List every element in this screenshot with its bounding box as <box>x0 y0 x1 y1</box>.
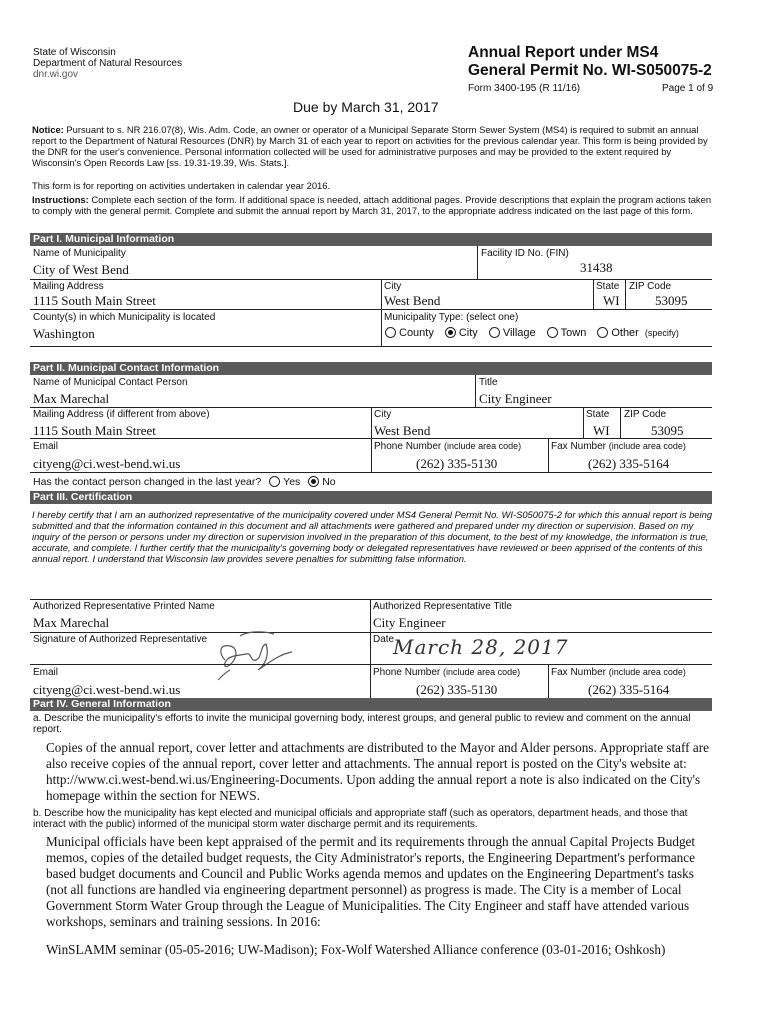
fin-field[interactable]: 31438 <box>580 260 613 275</box>
part4-answer-b[interactable]: Municipal officials have been kept appraised of the permit and its requirements through the annual Capital Projects Budget memos, copies of the detailed budget requests, the City Administrator's reports, the Engineering Department's performance based budget documents and Council and Public Works agenda memos and updates on the Engineering Department's tasks (not all functions are handled via engineering department personnel) as progress is made. The City is a member of Local Government Storm Water Group through the League of Municipalities. The City Engineer and staff have attended various workshops, seminars and training sessions. In 2016: <box>46 834 696 929</box>
zip-label: ZIP Code <box>629 281 672 292</box>
instructions-text: Instructions: Complete each section of the form. If additional space is needed, attach additional pages. Provide descriptions that explain the program actions taken to comply with the general permit. Complete and submit the annual report by March 31, 2017, to the appropriate address indicated on the last page of this form. <box>32 194 712 216</box>
certification-statement: I hereby certify that I am an authorized representative of the municipality covered under MS4 General Permit No. WI-S050075-2 for which this annual report is being submitted and that the information contained in this document and all attachments were gathered and prepared under my direction or supervision. Based on my inquiry of the person or persons under my direction or supervision involved in the preparation of this document, to the best of my knowledge, the information is true, accurate, and complete. I further certify that the municipality's governing body or delegated representatives have reviewed or been apprised of the contents of this annual report. I understand that Wisconsin law provides severe penalties for submitting false information. <box>32 509 713 564</box>
signature-label: Signature of Authorized Representative <box>33 634 207 645</box>
city-field[interactable]: West Bend <box>384 293 441 308</box>
rep-title-field[interactable]: City Engineer <box>373 615 446 630</box>
county-label: County(s) in which Municipality is located <box>33 312 216 323</box>
contact-fax-field[interactable]: (262) 335-5164 <box>588 456 670 471</box>
contact-phone-field[interactable]: (262) 335-5130 <box>416 456 498 471</box>
municipality-name-label: Name of Municipality <box>33 248 126 259</box>
agency-department: Department of Natural Resources <box>33 58 182 69</box>
part2-heading: Part II. Municipal Contact Information <box>30 362 712 375</box>
contact-changed-question: Has the contact person changed in the last year? Yes No <box>33 476 336 488</box>
rep-name-field[interactable]: Max Marechal <box>33 615 110 630</box>
agency-name: State of Wisconsin <box>33 47 116 58</box>
contact-name-field[interactable]: Max Marechal <box>33 391 110 406</box>
part4-question-a: a. Describe the municipality's efforts to invite the municipal governing body, interest groups, and general public to review and comment on the annual report. <box>33 713 691 735</box>
reporting-period: This form is for reporting on activities undertaken in calendar year 2016. <box>32 180 331 191</box>
contact-email-field[interactable]: cityeng@ci.west-bend.wi.us <box>33 456 181 471</box>
date-label: Date <box>373 634 395 645</box>
municipality-type-city-radio[interactable] <box>445 327 456 338</box>
part1-heading: Part I. Municipal Information <box>30 233 712 246</box>
contact-zip-label: ZIP Code <box>624 409 667 420</box>
county-field[interactable]: Washington <box>33 326 95 341</box>
state-field[interactable]: WI <box>603 293 620 308</box>
contact-email-label: Email <box>33 441 59 452</box>
rep-phone-field[interactable]: (262) 335-5130 <box>416 682 498 697</box>
contact-address-field[interactable]: 1115 South Main Street <box>33 423 156 438</box>
page-number: Page 1 of 9 <box>662 83 714 94</box>
part4-training-events[interactable]: WinSLAMM seminar (05-05-2016; UW-Madison); Fox-Wolf Watershed Alliance conference (03-01-2016; Oshkosh) <box>46 942 666 957</box>
state-label: State <box>596 281 620 292</box>
notice-text: Notice: Pursuant to s. NR 216.07(8), Wis. Adm. Code, an owner or operator of a Municipal Separate Storm Sewer System (MS4) is required to submit an annual report to the Department of Natural Resources (DNR) by March 31 of each year to report on activities for the previous calendar year. This form is being provided by the DNR for the user's convenience. Personal information collected will be used for administrative purposes and may be provided to the extent required by Wisconsin's Open Records Law [ss. 19.31-19.39, Wis. Stats.]. <box>32 124 708 168</box>
contact-changed-yes-radio[interactable] <box>269 476 280 487</box>
due-date: Due by March 31, 2017 <box>293 99 439 115</box>
contact-changed-no-radio[interactable] <box>308 476 319 487</box>
municipality-type-options <box>380 327 679 339</box>
part3-heading: Part III. Certification <box>30 491 712 504</box>
municipality-type-other-radio[interactable] <box>597 327 608 338</box>
contact-zip-field[interactable]: 53095 <box>651 423 684 438</box>
municipality-type-village-radio[interactable] <box>489 327 500 338</box>
contact-city-label: City <box>374 409 392 420</box>
rep-name-label: Authorized Representative Printed Name <box>33 601 215 612</box>
contact-state-field[interactable]: WI <box>593 423 610 438</box>
contact-city-field[interactable]: West Bend <box>374 423 431 438</box>
contact-address-label: Mailing Address (if different from above) <box>33 409 210 420</box>
municipality-type-label: Municipality Type: (select one) <box>384 312 519 323</box>
part4-answer-a[interactable]: Copies of the annual report, cover letter and attachments are distributed to the Mayor and Alder persons. Appropriate staff are also receive copies of the annual report, cover letter and attachments. The annual report is posted on the City's website at: http://www.ci.west-bend.wi.us/Engineering-Documents. Upon adding the annual report a note is also indicated on the City's homepage within the section for NEWS. <box>46 740 709 803</box>
rep-phone-label: Phone Number (include area code) <box>373 667 521 678</box>
address-label: Mailing Address <box>33 281 104 292</box>
form-number: Form 3400-195 (R 11/16) <box>468 83 581 94</box>
municipality-type-city-label: City <box>458 327 478 339</box>
contact-title-field[interactable]: City Engineer <box>479 391 552 406</box>
municipality-name-field[interactable]: City of West Bend <box>33 262 129 277</box>
permit-number: General Permit No. WI-S050075-2 <box>468 62 712 79</box>
contact-phone-label: Phone Number (include area code) <box>374 441 522 452</box>
part4-heading: Part IV. General Information <box>30 698 712 711</box>
fin-label: Facility ID No. (FIN) <box>481 248 569 259</box>
agency-url[interactable]: dnr.wi.gov <box>33 69 79 80</box>
contact-state-label: State <box>586 409 610 420</box>
rep-email-label: Email <box>33 667 59 678</box>
municipality-type-village-label: Village <box>502 327 536 339</box>
part4-question-b: b. Describe how the municipality has kept elected and municipal officials and appropriate staff (such as operators, department heads, and those that interact with the public) informed of the municipal storm water discharge permit and its requirements. <box>33 808 688 830</box>
city-label: City <box>384 281 402 292</box>
contact-fax-label: Fax Number (include area code) <box>551 441 686 452</box>
form-title: Annual Report under MS4 <box>468 44 659 61</box>
contact-title-label: Title <box>479 377 498 388</box>
municipality-type-town-radio[interactable] <box>547 327 558 338</box>
rep-fax-label: Fax Number (include area code) <box>551 667 686 678</box>
municipality-type-other-note: (specify) <box>644 328 679 338</box>
contact-name-label: Name of Municipal Contact Person <box>33 377 188 388</box>
rep-email-field[interactable]: cityeng@ci.west-bend.wi.us <box>33 682 181 697</box>
zip-field[interactable]: 53095 <box>655 293 688 308</box>
municipality-type-county-label: County <box>399 327 434 339</box>
date-field[interactable]: March 28, 2017 <box>393 635 569 659</box>
municipality-type-town-label: Town <box>560 327 587 339</box>
address-field[interactable]: 1115 South Main Street <box>33 293 156 308</box>
rep-title-label: Authorized Representative Title <box>373 601 512 612</box>
signature-image <box>200 622 310 684</box>
municipality-type-other-label: Other <box>611 327 639 339</box>
rep-fax-field[interactable]: (262) 335-5164 <box>588 682 670 697</box>
municipality-type-county-radio[interactable] <box>385 327 396 338</box>
